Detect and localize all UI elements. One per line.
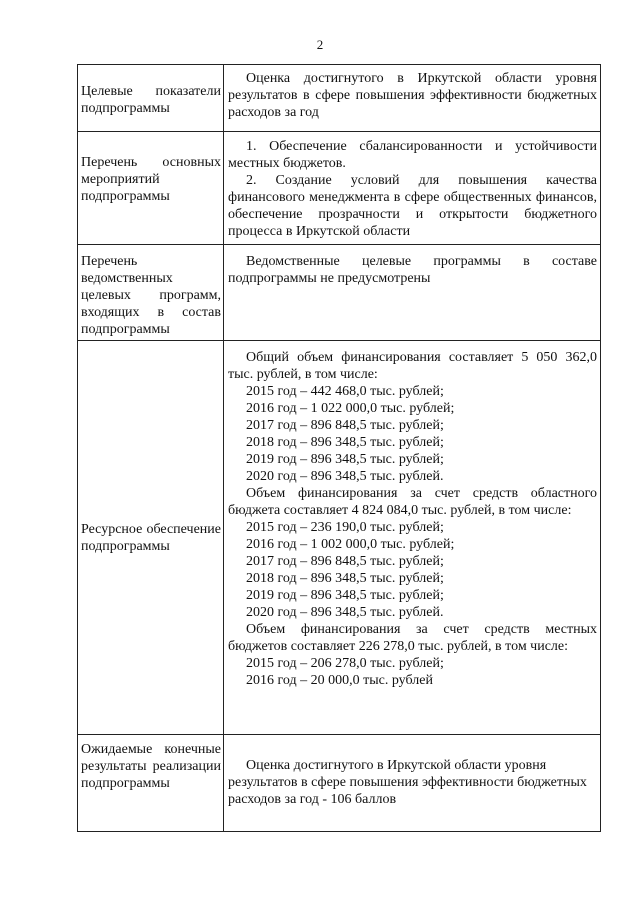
row-label: Ожидаемые конечные результаты реализации подпрограммы — [81, 742, 221, 791]
total-funding-intro: Общий объем финансирования составляет 5 050 362,0 тыс. рублей, в том числе: — [228, 350, 597, 382]
measure-item: 1. Обеспечение сбалансированности и устойчивости местных бюджетов. — [228, 139, 597, 171]
label-cell — [78, 65, 224, 132]
row-main-measures — [78, 132, 601, 245]
value-cell — [224, 245, 601, 341]
local-funding-intro: Объем финансирования за счет средств местных бюджетов составляет 226 278,0 тыс. рублей, в том числе: — [228, 622, 597, 654]
funding-year-line: 2020 год – 896 348,5 тыс. рублей. — [246, 469, 444, 484]
funding-year-line: 2019 год – 896 348,5 тыс. рублей; — [246, 452, 444, 467]
funding-year-line: 2016 год – 1 022 000,0 тыс. рублей; — [246, 401, 455, 416]
funding-year-line: 2020 год – 896 348,5 тыс. рублей. — [246, 605, 444, 620]
funding-year-line: 2018 год – 896 348,5 тыс. рублей; — [246, 435, 444, 450]
row-target-indicators — [78, 65, 601, 132]
row-label: Перечень основных мероприятий подпрограммы — [81, 155, 221, 204]
funding-year-line: 2015 год – 236 190,0 тыс. рублей; — [246, 520, 444, 535]
expected-results-text: Оценка достигнутого в Иркутской области уровня результатов в сфере повышения эффективности бюджетных расходов за год - 106 баллов — [228, 758, 587, 807]
page-number: 2 — [316, 37, 324, 52]
funding-year-line: 2016 год – 20 000,0 тыс. рублей — [246, 673, 433, 688]
row-resource-provision — [78, 341, 601, 735]
subprogram-passport-table — [77, 64, 601, 832]
label-cell — [78, 132, 224, 245]
regional-funding-intro: Объем финансирования за счет средств областного бюджета составляет 4 824 084,0 тыс. рублей, в том числе: — [228, 486, 597, 518]
departmental-programs-text: Ведомственные целевые программы в составе подпрограммы не предусмотрены — [228, 254, 597, 286]
funding-year-line: 2016 год – 1 002 000,0 тыс. рублей; — [246, 537, 455, 552]
funding-year-line: 2017 год – 896 848,5 тыс. рублей; — [246, 554, 444, 569]
funding-year-line: 2019 год – 896 348,5 тыс. рублей; — [246, 588, 444, 603]
row-label: Целевые показатели подпрограммы — [81, 84, 221, 116]
value-cell — [224, 132, 601, 245]
row-label: Перечень ведомственных целевых программ, входящих в состав подпрограммы — [81, 254, 221, 337]
row-label: Ресурсное обеспечение подпрограммы — [81, 521, 221, 554]
label-cell — [78, 341, 224, 735]
label-cell — [78, 735, 224, 832]
funding-year-line: 2015 год – 442 468,0 тыс. рублей; — [246, 384, 444, 399]
target-indicators-text: Оценка достигнутого в Иркутской области уровня результатов в сфере повышения эффективности бюджетных расходов за год — [228, 71, 597, 120]
measure-item: 2. Создание условий для повышения качества финансового менеджмента в сфере общественных финансов, обеспечение прозрачности и открытости бюджетного процесса в Иркутской области — [228, 173, 597, 239]
value-cell — [224, 65, 601, 132]
row-departmental-programs — [78, 245, 601, 341]
funding-year-line: 2017 год – 896 848,5 тыс. рублей; — [246, 418, 444, 433]
funding-year-line: 2018 год – 896 348,5 тыс. рублей; — [246, 571, 444, 586]
label-cell — [78, 245, 224, 341]
funding-year-line: 2015 год – 206 278,0 тыс. рублей; — [246, 656, 444, 671]
value-cell — [224, 341, 601, 735]
row-expected-results — [78, 735, 601, 832]
value-cell — [224, 735, 601, 832]
